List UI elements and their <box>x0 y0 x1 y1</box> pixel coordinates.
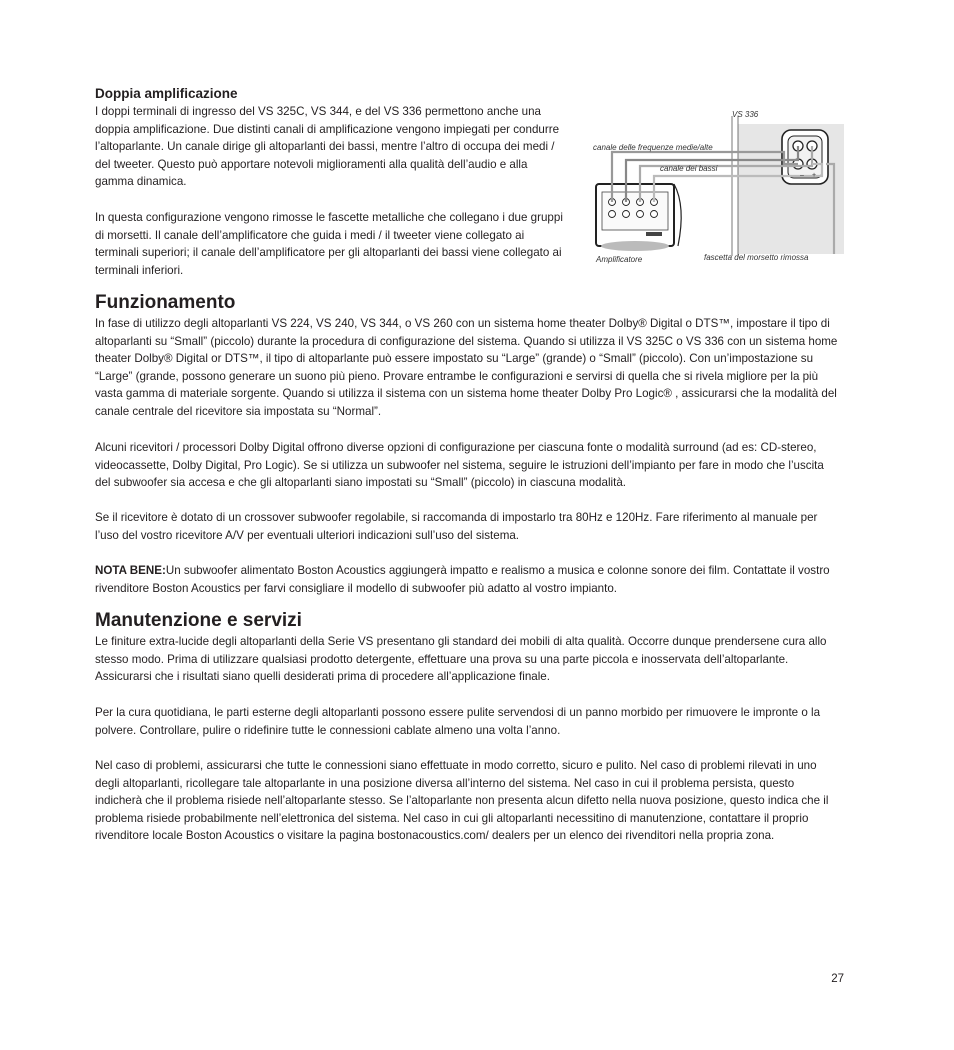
maintenance-paragraph-2: Per la cura quotidiana, le parti esterne degli altoparlanti possono essere pulite servendosi di un panno morbido per rimuovere le impronte o la polvere. Controllare, pulire o ridefinire tutte le connessioni cablate almeno una volta l’anno. <box>95 706 821 737</box>
terminal-plate-inner <box>788 136 822 178</box>
bi-amp-paragraph-2: In questa configurazione vengono rimosse le fascette metalliche che collegano i due gruppi di morsetti. Il canale dell’amplificatore che guida i medi / il tweeter viene collegato ai terminali superiori; il canale dell’amplificatore per gli altoparlanti dei bassi viene collegato ai terminali inferiori. <box>95 211 563 277</box>
operation-paragraph-1: In fase di utilizzo degli altoparlanti VS 224, VS 240, VS 344, o VS 260 con un sistema home theater Dolby® Digital o DTS™, impostare il tipo di altoparlanti su “Small” (piccolo) durante la procedura di configurazione del sistema. Quando si utilizza il VS 325C o VS 336 con un sistema home theater Dolby® Digital or DTS™, il tipo di altoparlante può essere impostato su “Large” (grande) o “Small” (piccolo). Con un’impostazione su “Large” (grande, possono generare un suono più pieno. Provare entrambe le configurazioni e servirsi di quella che si rivela migliore per la più vasta gamma di materiale sorgente. Quando si utilizza il sistema con un sistema home theater Dolby Pro Logic® , assicurarsi che la modalità del canale centrale del ricevitore sia impostata su “Normal”. <box>95 317 838 418</box>
diagram-label-bass: canale dei bassi <box>660 164 718 173</box>
operation-note <box>95 562 840 597</box>
diagram-label-amplifier: Amplificatore <box>596 255 643 264</box>
amplifier-side-edge <box>674 184 681 246</box>
operation-paragraph-2: Alcuni ricevitori / processori Dolby Digital offrono diverse opzioni di configurazione per ciascuna fonte o modalità surround (ad es: CD-stereo, videocassette, Dolby Digital, Pro Logic). Se si utilizza un subwoofer nel sistema, seguire le istruzioni dell’impianto per fare in modo che l’uscita del subwoofer sia accesa e che gli altoparlanti siano impostati su “Small” (piccolo) in ciascuna modalità. <box>95 441 824 490</box>
terminal-minus-label: – <box>800 172 804 179</box>
diagram-label-strap-removed: fascetta del morsetto rimossa <box>704 253 809 262</box>
operation-paragraph-3: Se il ricevitore è dotato di un crossover subwoofer regolabile, si raccomanda di impostarlo tra 80Hz e 120Hz. Fare riferimento al manuale per l’uso del vostro ricevitore A/V per eventuali ulteriori indicazioni sull’uso del sistema. <box>95 511 818 542</box>
page-number: 27 <box>831 973 844 985</box>
wiring-diagram-graphic <box>590 106 850 270</box>
section-heading-bi-amp: Doppia amplificazione <box>95 86 238 101</box>
bi-amp-wiring-diagram <box>590 106 850 270</box>
diagram-label-model: VS 336 <box>732 110 759 119</box>
maintenance-paragraph-3: Nel caso di problemi, assicurarsi che tutte le connessioni siano effettuate in modo corretto, sicuro e pulito. Nel caso di problemi rilevati in uno degli altoparlanti, ricollegare tale altoparlante in una posizione diversa all’interno del sistema. Nel caso in cui il problema persista, questo indicherà che il problema risiede nell’altoparlante stesso. Se l’altoparlante non presenta alcun difetto nella nuova posizione, questo indica che il problema risiede probabilmente nell’elettronica del sistema. Nel caso in cui gli altoparlanti necessitino di manutenzione, contattare il proprio rivenditore locale Boston Acoustics o visitare la pagina bostonacoustics.com/ dealers per un elenco dei rivenditori nella propria zona. <box>95 759 829 843</box>
note-text: Un subwoofer alimentato Boston Acoustics aggiungerà impatto e realismo a musica e colonne sonore dei film. Contattate il vostro rivenditore Boston Acoustics per farvi consigliare il modello di subwoofer più adatto al vostro impianto. <box>95 564 830 595</box>
note-label: NOTA BENE: <box>95 564 166 577</box>
terminal-plus-label: + <box>812 172 817 179</box>
amplifier-logo <box>646 232 662 236</box>
diagram-label-mid-high: canale delle frequenze medie/alte <box>593 143 713 152</box>
section-heading-operation: Funzionamento <box>95 292 236 313</box>
bi-amp-paragraph-1: I doppi terminali di ingresso del VS 325C, VS 344, e del VS 336 permettono anche una doppia amplificazione. Due distinti canali di amplificazione vengono impiegati per condurre l’altoparlante. Un canale dirige gli altoparlanti dei bassi, mentre l’altro di occupa dei medi / del tweeter. Questo può apportare notevoli miglioramenti alla qualità dell’audio e alla gamma dinamica. <box>95 105 560 189</box>
amplifier-base-shadow <box>601 241 669 251</box>
maintenance-paragraph-1: Le finiture extra-lucide degli altoparlanti della Serie VS presentano gli standard dei mobili di alta qualità. Occorre dunque prendersene cura allo stesso modo. Prima di utilizzare qualsiasi prodotto detergente, effettuare una prova su una parte piccola e inosservata dell’altoparlante. Assicurarsi che i risultati siano quelli desiderati prima di procedere all’applicazione finale. <box>95 635 827 684</box>
section-heading-maintenance: Manutenzione e servizi <box>95 610 302 631</box>
